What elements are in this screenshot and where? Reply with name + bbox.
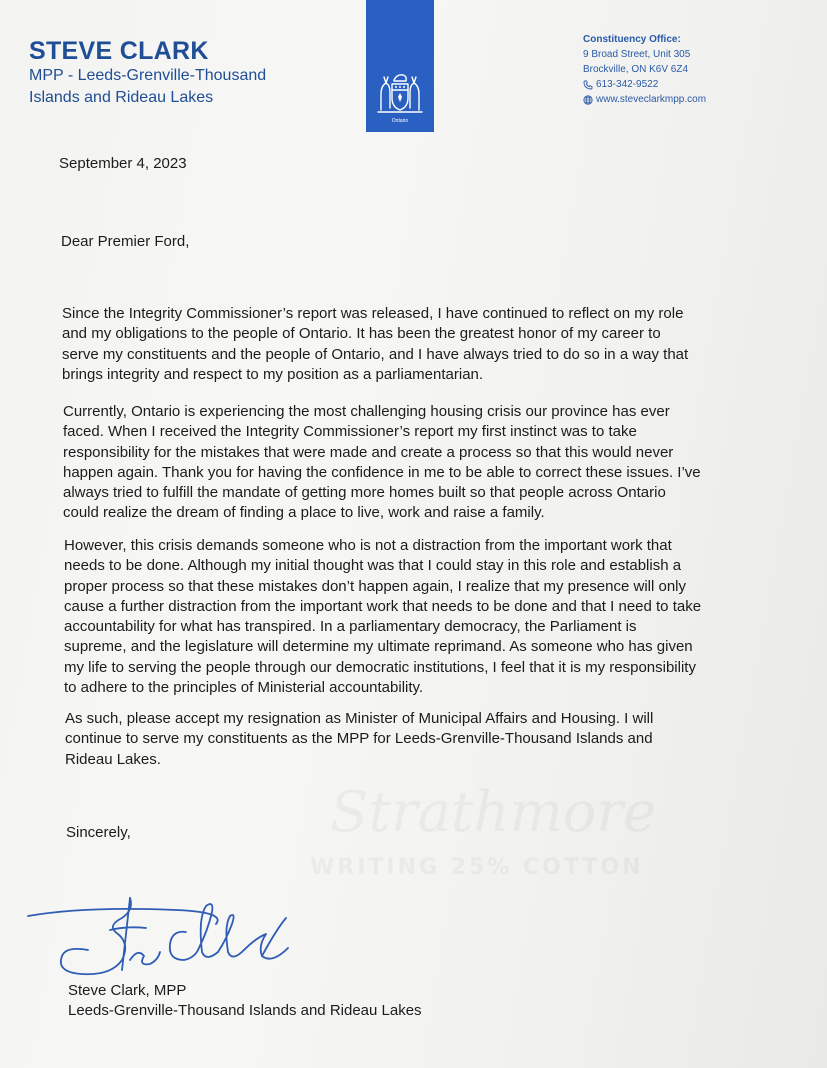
phone-number[interactable]: 613-342-9522 bbox=[596, 79, 659, 90]
mpp-name: STEVE CLARK bbox=[29, 37, 209, 65]
paragraph-line: brings integrity and respect to my position as a parliamentarian. bbox=[62, 365, 484, 383]
constituency-office bbox=[583, 32, 803, 107]
paper-watermark bbox=[310, 780, 657, 900]
signature-icon bbox=[26, 890, 301, 982]
paragraph-line: responsibility for the mistakes that were made and create a process so that this would never bbox=[63, 443, 674, 461]
ontario-crest-block bbox=[366, 0, 434, 132]
paragraph-line: my life to serving the people through our democratic institutions, I feel that it is my responsibility bbox=[64, 658, 696, 676]
office-title: Constituency Office: bbox=[583, 34, 681, 45]
address-line: 9 Broad Street, Unit 305 bbox=[583, 49, 691, 60]
closing: Sincerely, bbox=[66, 824, 131, 841]
paragraph-line: As such, please accept my resignation as Minister of Municipal Affairs and Housing. I will bbox=[65, 710, 654, 727]
crest-label: Ontario bbox=[391, 118, 409, 124]
paragraph-line: However, this crisis demands someone who is not a distraction from the important work that bbox=[64, 537, 672, 554]
paragraph-line: and my obligations to the people of Ontario. It has been the greatest honor of my career to bbox=[62, 325, 661, 343]
paragraph-line: serve my constituents and the people of Ontario, and I have always tried to do so in a way that bbox=[62, 345, 689, 363]
paragraph-line: always tried to fulfill the mandate of getting more homes built so that people across Ontario bbox=[63, 484, 666, 502]
website-link[interactable]: www.steveclarkmpp.com bbox=[596, 94, 707, 105]
watermark-script: Strathmore bbox=[330, 780, 657, 845]
body-paragraph bbox=[64, 536, 701, 698]
website-line bbox=[583, 92, 803, 107]
body-paragraph bbox=[62, 304, 688, 385]
paragraph-line: proper process so that these mistakes don’t happen again, I realize that my presence will only bbox=[64, 577, 687, 595]
body-paragraph bbox=[65, 709, 653, 770]
watermark-line: WRITING 25% COTTON bbox=[310, 855, 644, 880]
mpp-riding bbox=[29, 65, 309, 109]
paragraph-line: cause a further distraction from the important work that needs to be done and that I need to take bbox=[64, 597, 702, 615]
phone-icon bbox=[583, 80, 593, 90]
body-paragraph bbox=[63, 402, 701, 524]
paragraph-line: happen again. Thank you for having the confidence in me to be able to correct these issues. I’ve bbox=[63, 463, 701, 481]
paragraph-line: to adhere to the principles of Ministerial accountability. bbox=[64, 679, 424, 697]
signatory-block bbox=[68, 981, 422, 1021]
ontario-crest-icon bbox=[375, 70, 425, 116]
signatory-riding: Leeds-Grenville-Thousand Islands and Rideau Lakes bbox=[68, 1002, 422, 1019]
salutation: Dear Premier Ford, bbox=[61, 233, 190, 250]
paragraph-line: supreme, and the legislature will determine my ultimate reprimand. As someone who has given bbox=[64, 638, 693, 656]
paragraph-line: continue to serve my constituents as the MPP for Leeds-Grenville-Thousand Islands and bbox=[65, 730, 653, 748]
address-line: Brockville, ON K6V 6Z4 bbox=[583, 64, 689, 75]
riding-line: Islands and Rideau Lakes bbox=[29, 89, 214, 106]
paragraph-line: needs to be done. Although my initial thought was that I could stay in this role and establish a bbox=[64, 557, 682, 575]
riding-line: MPP - Leeds-Grenville-Thousand bbox=[29, 67, 267, 84]
signatory-name: Steve Clark, MPP bbox=[68, 982, 187, 999]
paragraph-line: Since the Integrity Commissioner’s report was released, I have continued to reflect on my role bbox=[62, 305, 684, 322]
letter-date: September 4, 2023 bbox=[59, 155, 187, 172]
paragraph-line: Rideau Lakes. bbox=[65, 750, 161, 768]
paragraph-line: could realize the dream of finding a place to live, work and raise a family. bbox=[63, 504, 545, 522]
globe-icon bbox=[583, 95, 593, 105]
paragraph-line: faced. When I received the Integrity Commissioner’s report my first instinct was to take bbox=[63, 423, 637, 441]
paragraph-line: accountability for what has transpired. In a parliamentary democracy, the Parliament is bbox=[64, 618, 637, 636]
phone-line bbox=[583, 77, 803, 92]
paragraph-line: Currently, Ontario is experiencing the most challenging housing crisis our province has ever bbox=[63, 403, 670, 420]
